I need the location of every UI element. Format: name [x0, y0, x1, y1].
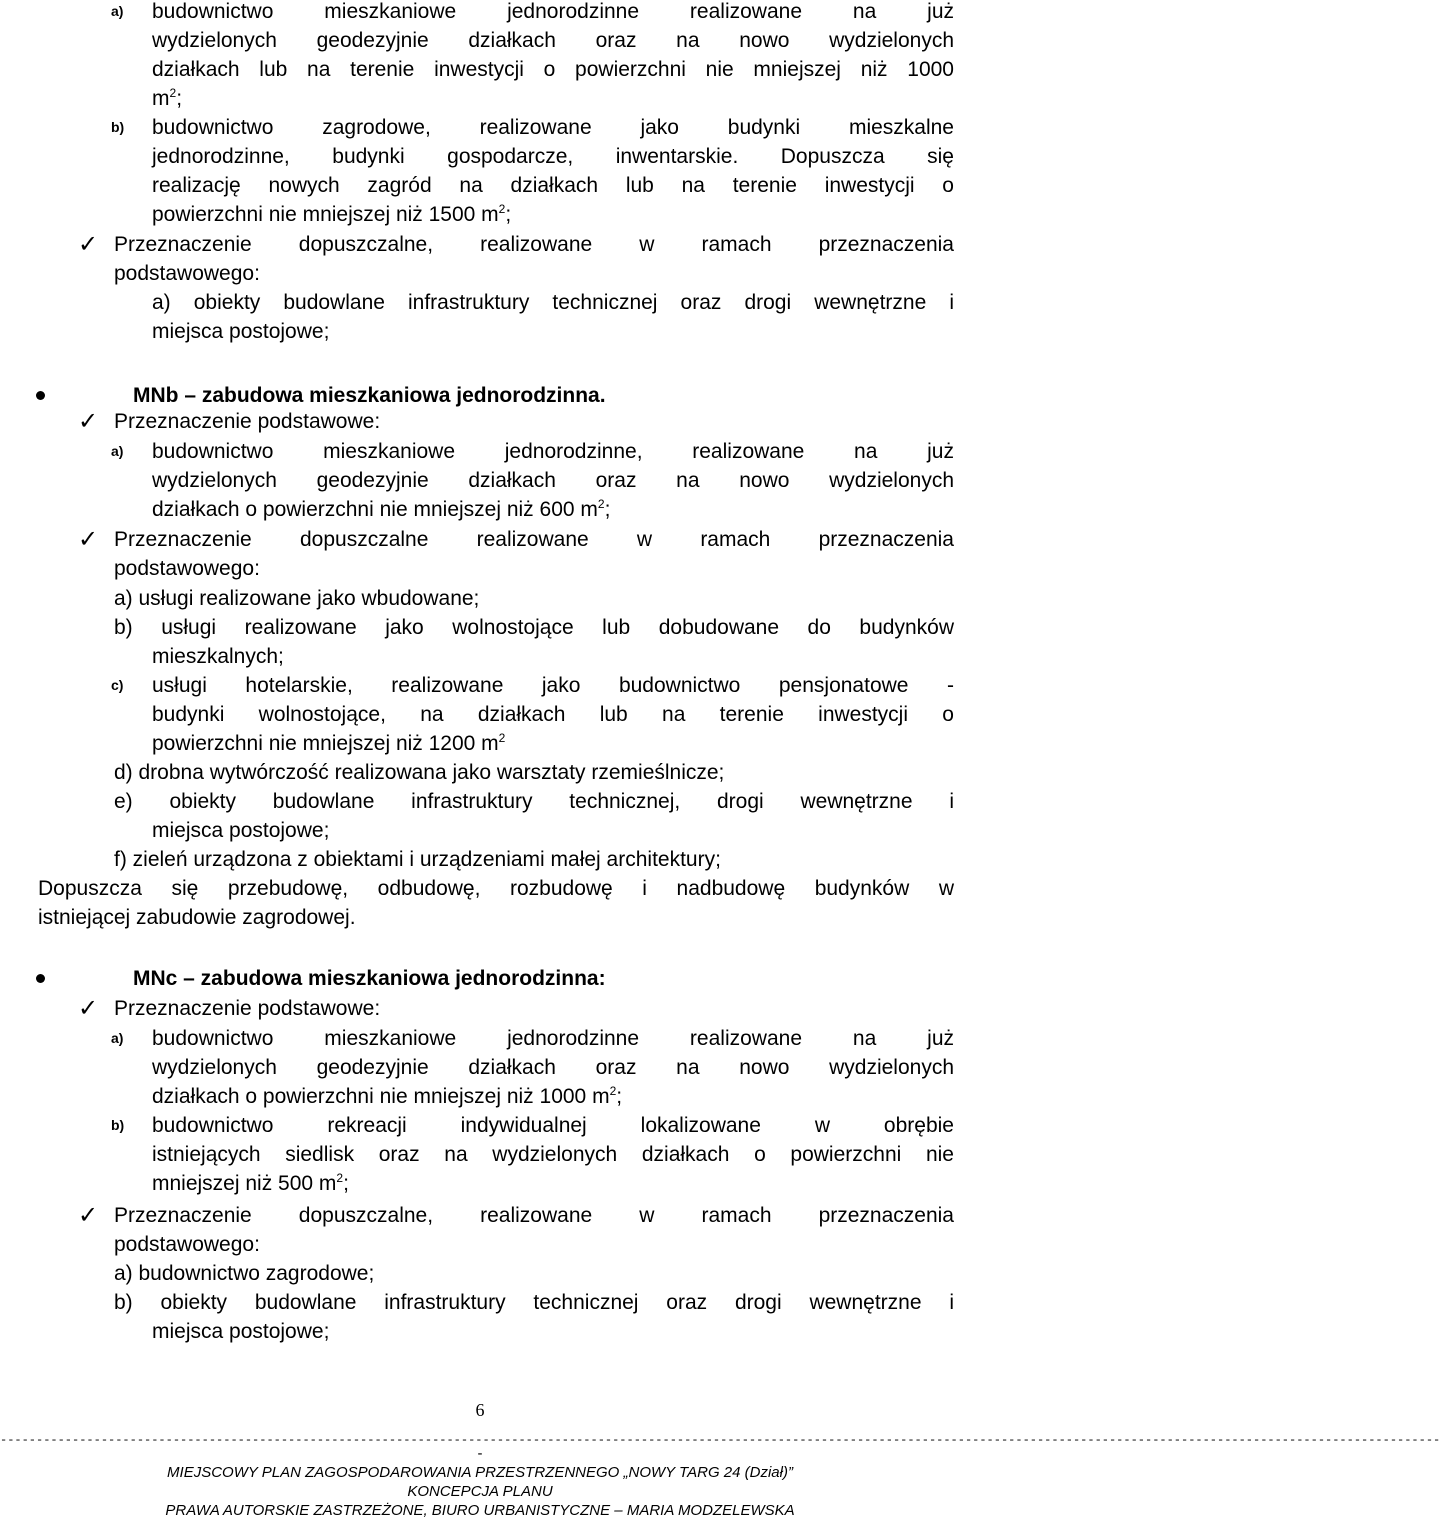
text-line: b) usługi realizowane jako wolnostojące lub dobudowane do budynków — [114, 616, 954, 639]
text-line: Przeznaczenie podstawowe: — [114, 410, 381, 433]
text-line: działkach o powierzchni nie mniejszej niż 1000 $m^2$; — [152, 1084, 623, 1108]
checkmark-icon: ✓ — [78, 525, 99, 553]
item-label-a: a) — [111, 1030, 124, 1046]
text-line: a) obiekty budowlane infrastruktury technicznej oraz drogi wewnętrzne i — [152, 291, 954, 314]
item-label-a: a) — [111, 3, 124, 19]
text-line: podstawowego: — [114, 262, 260, 285]
text-line: istniejącej zabudowie zagrodowej. — [38, 906, 356, 929]
text-line: mieszkalnych; — [152, 645, 284, 668]
checkmark-icon: ✓ — [78, 1201, 99, 1229]
text-line: budownictwo mieszkaniowe jednorodzinne realizowane na już — [152, 1027, 954, 1050]
text-line: budownictwo mieszkaniowe jednorodzinne realizowane na już — [152, 0, 954, 23]
item-label-b: b) — [111, 119, 125, 135]
text-line: wydzielonych geodezyjnie działkach oraz na nowo wydzielonych — [152, 29, 954, 52]
item-label-b: b) — [111, 1117, 125, 1133]
text-line: podstawowego: — [114, 557, 260, 580]
superscript: 2 — [597, 497, 605, 511]
bullet-icon — [36, 391, 45, 400]
checkmark-icon: ✓ — [78, 407, 99, 435]
footer-copyright: PRAWA AUTORSKIE ZASTRZEŻONE, BIURO URBANISTYCZNE – MARIA MODZELEWSKA — [165, 1502, 795, 1519]
footer-dash: - — [477, 1445, 483, 1462]
text-line: f) zieleń urządzona z obiektami i urządzeniami małej architektury; — [114, 848, 721, 871]
text-line: podstawowego: — [114, 1233, 260, 1256]
superscript: 2 — [498, 202, 506, 216]
text-line: miejsca postojowe; — [152, 819, 330, 842]
text-line: wydzielonych geodezyjnie działkach oraz na nowo wydzielonych — [152, 469, 954, 492]
text-line: a) budownictwo zagrodowe; — [114, 1262, 375, 1285]
text-line: istniejących siedlisk oraz na wydzielonych działkach o powierzchni nie — [152, 1143, 954, 1166]
text-line: a) usługi realizowane jako wbudowane; — [114, 587, 480, 610]
text-line: Przeznaczenie dopuszczalne realizowane w ramach przeznaczenia — [114, 528, 954, 551]
text-line: usługi hotelarskie, realizowane jako budownictwo pensjonatowe - — [152, 674, 954, 697]
footer-title: MIEJSCOWY PLAN ZAGOSPODAROWANIA PRZESTRZENNEGO „NOWY TARG 24 (Dział)” — [167, 1464, 793, 1481]
text-line: budynki wolnostojące, na działkach lub na terenie inwestycji o — [152, 703, 954, 726]
superscript: 2 — [609, 1084, 617, 1098]
text-line: wydzielonych geodezyjnie działkach oraz na nowo wydzielonych — [152, 1056, 954, 1079]
text-line: b) obiekty budowlane infrastruktury technicznej oraz drogi wewnętrzne i — [114, 1291, 954, 1314]
text-line: realizację nowych zagród na działkach lub na terenie inwestycji o — [152, 174, 954, 197]
text-line: Przeznaczenie dopuszczalne, realizowane w ramach przeznaczenia — [114, 233, 954, 256]
text-line: jednorodzinne, budynki gospodarcze, inwentarskie. Dopuszcza się — [152, 145, 954, 168]
text-line: powierzchni nie mniejszej niż 1500 $m^2$; — [152, 202, 512, 226]
text-line: budownictwo zagrodowe, realizowane jako budynki mieszkalne — [152, 116, 954, 139]
text-line: e) obiekty budowlane infrastruktury technicznej, drogi wewnętrzne i — [114, 790, 954, 813]
text-line: budownictwo mieszkaniowe jednorodzinne, realizowane na już — [152, 440, 954, 463]
text-line: miejsca postojowe; — [152, 1320, 330, 1343]
text-line: działkach o powierzchni nie mniejszej niż 600 $m^2$; — [152, 497, 611, 521]
text-line: powierzchni nie mniejszej niż 1200 $m^2$ — [152, 731, 506, 755]
superscript: 2 — [169, 86, 177, 100]
text-line: Przeznaczenie podstawowe: — [114, 997, 381, 1020]
checkmark-icon: ✓ — [78, 230, 99, 258]
footer-subtitle: KONCEPCJA PLANU — [407, 1483, 553, 1500]
text-line: Przeznaczenie dopuszczalne, realizowane w ramach przeznaczenia — [114, 1204, 954, 1227]
checkmark-icon: ✓ — [78, 994, 99, 1022]
item-label-a: a) — [111, 443, 124, 459]
text-line: mniejszej niż 500 $m^2$; — [152, 1171, 349, 1195]
text-line: d) drobna wytwórczość realizowana jako warsztaty rzemieślnicze; — [114, 761, 725, 784]
superscript: 2 — [336, 1171, 344, 1185]
item-label-c: c) — [111, 677, 124, 693]
text-line: Dopuszcza się przebudowę, odbudowę, rozbudowę i nadbudowę budynków w — [38, 877, 954, 900]
text-line: budownictwo rekreacji indywidualnej lokalizowane w obrębie — [152, 1114, 954, 1137]
text-line: miejsca postojowe; — [152, 320, 330, 343]
text-line: działkach lub na terenie inwestycji o powierzchni nie mniejszej niż 1000 — [152, 58, 954, 81]
footer-divider: -------------------------------------------------------------------------------------------------------------------------------------------------------------------------------------------------------- — [0, 1433, 1440, 1447]
section-heading: MNb – zabudowa mieszkaniowa jednorodzinna. — [133, 384, 606, 407]
section-heading: MNc – zabudowa mieszkaniowa jednorodzinna: — [133, 967, 606, 990]
text-line: $m^2$; — [152, 86, 183, 110]
page-number: 6 — [475, 1400, 485, 1420]
superscript: 2 — [498, 731, 506, 745]
bullet-icon — [36, 974, 45, 983]
